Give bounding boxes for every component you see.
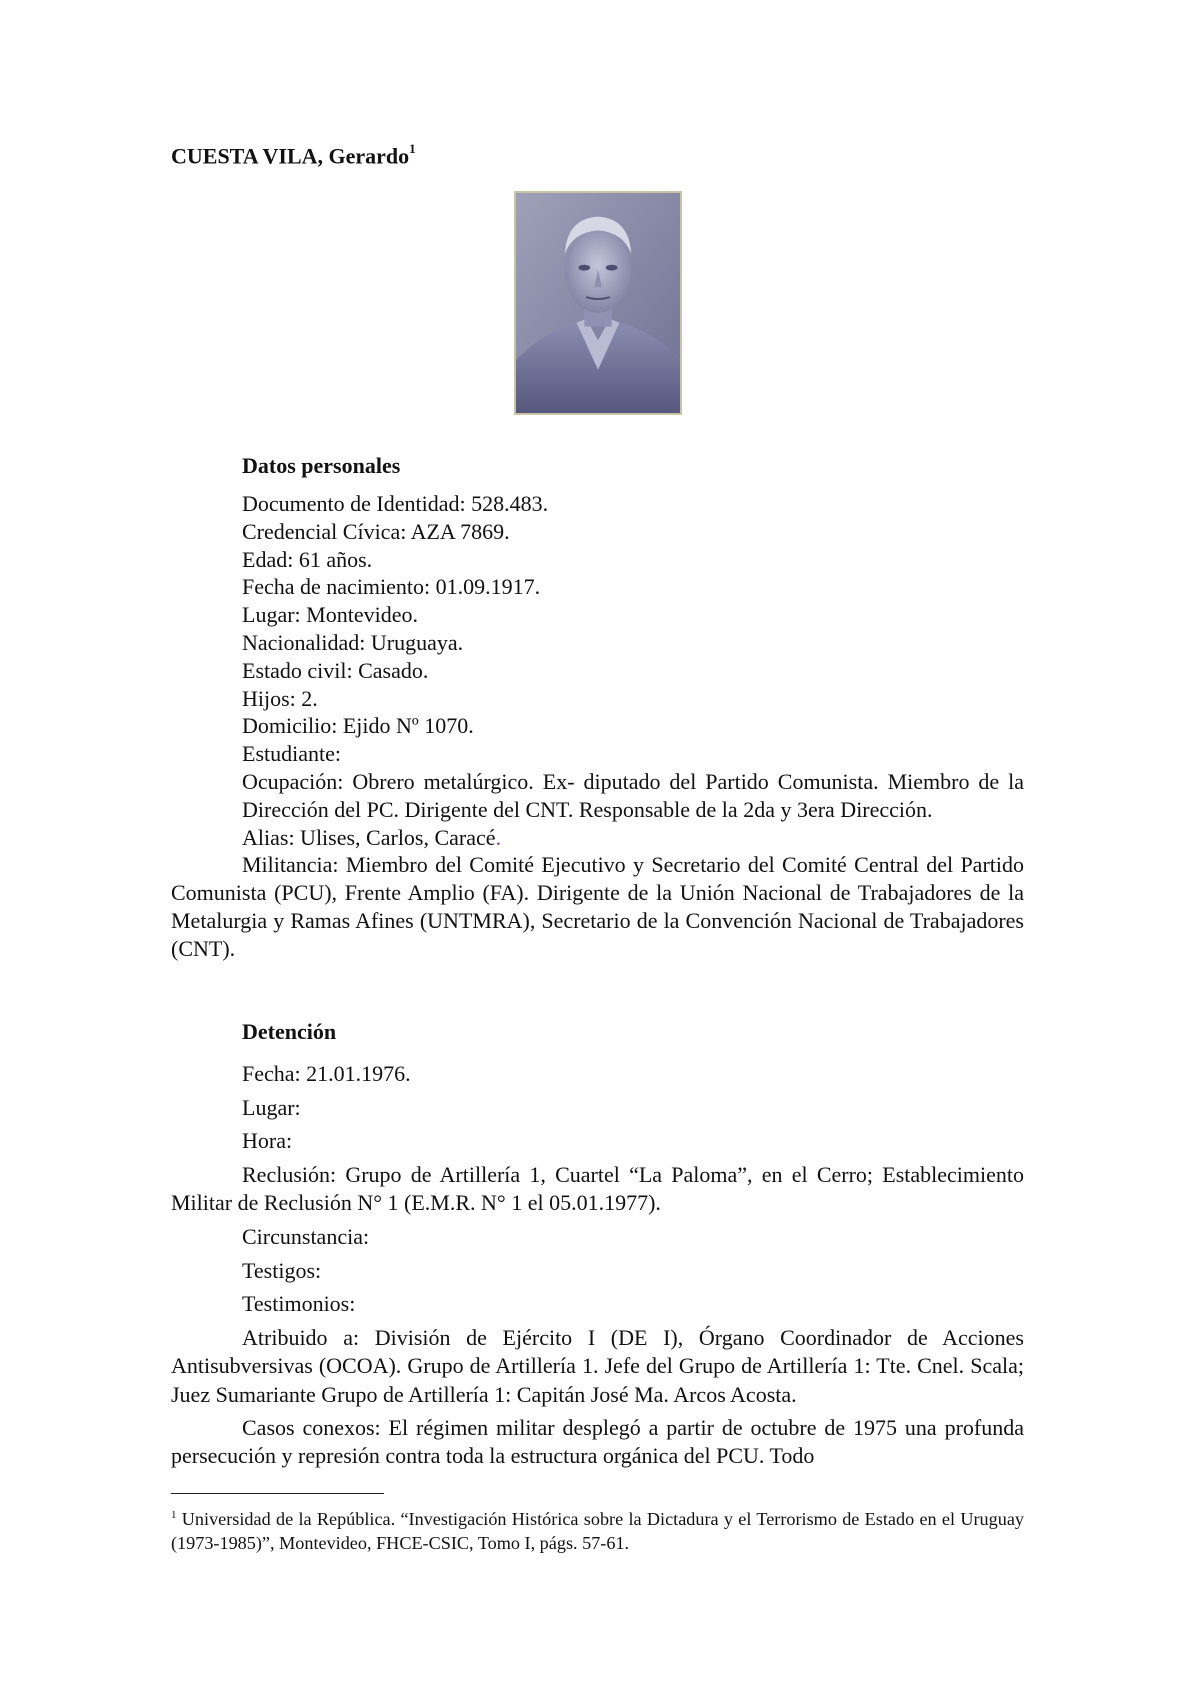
ocupacion-paragraph: Ocupación: Obrero metalúrgico. Ex- diputado del Partido Comunista. Miembro de la Dirección del PC. Dirigente del CNT. Responsable de la 2da y 3era Dirección. <box>242 768 1024 822</box>
person-name-title <box>171 143 416 169</box>
atribuido-paragraph: Atribuido a: División de Ejército I (DE I), Órgano Coordinador de Acciones Antisubversivas (OCOA). Grupo de Artillería 1. Jefe del Grupo de Artillería 1: Tte. Cnel. Scala; Juez Sumariante Grupo de Artillería 1: Capitán José Ma. Arcos Acosta. <box>171 1325 1024 1407</box>
casos-conexos-paragraph: Casos conexos: El régimen militar desplegó a partir de octubre de 1975 una profunda persecución y represión contra toda la estructura orgánica del PCU. Todo <box>171 1415 1024 1469</box>
documento-line: Documento de Identidad: 528.483. <box>242 491 549 516</box>
alias-period: . <box>495 824 502 850</box>
estado-civil-line: Estado civil: Casado. <box>242 657 429 683</box>
hijos-line: Hijos: 2. <box>242 685 318 711</box>
fecha-detencion-line: Fecha: 21.01.1976. <box>242 1061 411 1086</box>
fecha-nacimiento-line: Fecha de nacimiento: 01.09.1917. <box>242 574 541 600</box>
domicilio-line: Domicilio: Ejido Nº 1070. <box>242 713 474 739</box>
estudiante-line: Estudiante: <box>242 741 341 767</box>
footnote-reference[interactable]: 1 <box>409 141 416 156</box>
detencion-heading: Detención <box>242 1019 337 1044</box>
footnote <box>171 1503 1024 1555</box>
nacionalidad-line: Nacionalidad: Uruguaya. <box>242 629 464 655</box>
detencion-section <box>171 1060 1024 1471</box>
edad-line: Edad: 61 años. <box>242 546 373 572</box>
testimonios-line: Testimonios: <box>242 1291 356 1317</box>
footnote-text: Universidad de la República. “Investigación Histórica sobre la Dictadura y el Terrorismo de Estado en el Uruguay (1973-1985)”, Montevideo, FHCE-CSIC, Tomo I, págs. 57-61. <box>171 1509 1024 1554</box>
datos-personales-heading: Datos personales <box>242 453 401 478</box>
testigos-line: Testigos: <box>242 1257 322 1283</box>
portrait-photo-image <box>516 193 680 413</box>
alias-text: Alias: Ulises, Carlos, Caracé <box>242 824 496 850</box>
credencial-line: Credencial Cívica: AZA 7869. <box>242 518 510 544</box>
reclusion-paragraph: Reclusión: Grupo de Artillería 1, Cuartel “La Paloma”, en el Cerro; Establecimiento Militar de Reclusión N° 1 (E.M.R. N° 1 el 05.01.1977). <box>171 1162 1024 1216</box>
footnote-marker: 1 <box>171 1509 177 1521</box>
datos-personales-section <box>171 490 1024 963</box>
portrait-photo <box>514 191 682 415</box>
alias-line <box>171 824 1024 852</box>
person-name: CUESTA VILA, Gerardo <box>171 143 410 169</box>
lugar-line: Lugar: Montevideo. <box>242 602 418 628</box>
footnote-separator <box>171 1493 384 1494</box>
lugar-detencion-line: Lugar: <box>242 1094 301 1120</box>
circunstancia-line: Circunstancia: <box>242 1224 370 1250</box>
militancia-paragraph: Militancia: Miembro del Comité Ejecutivo y Secretario del Comité Central del Partido Comunista (PCU), Frente Amplio (FA). Dirigente de la Unión Nacional de Trabajadores de la Metalurgia y Ramas Afines (UNTMRA), Secretario de la Convención Nacional de Trabajadores (CNT). <box>171 852 1024 961</box>
hora-line: Hora: <box>242 1128 293 1154</box>
